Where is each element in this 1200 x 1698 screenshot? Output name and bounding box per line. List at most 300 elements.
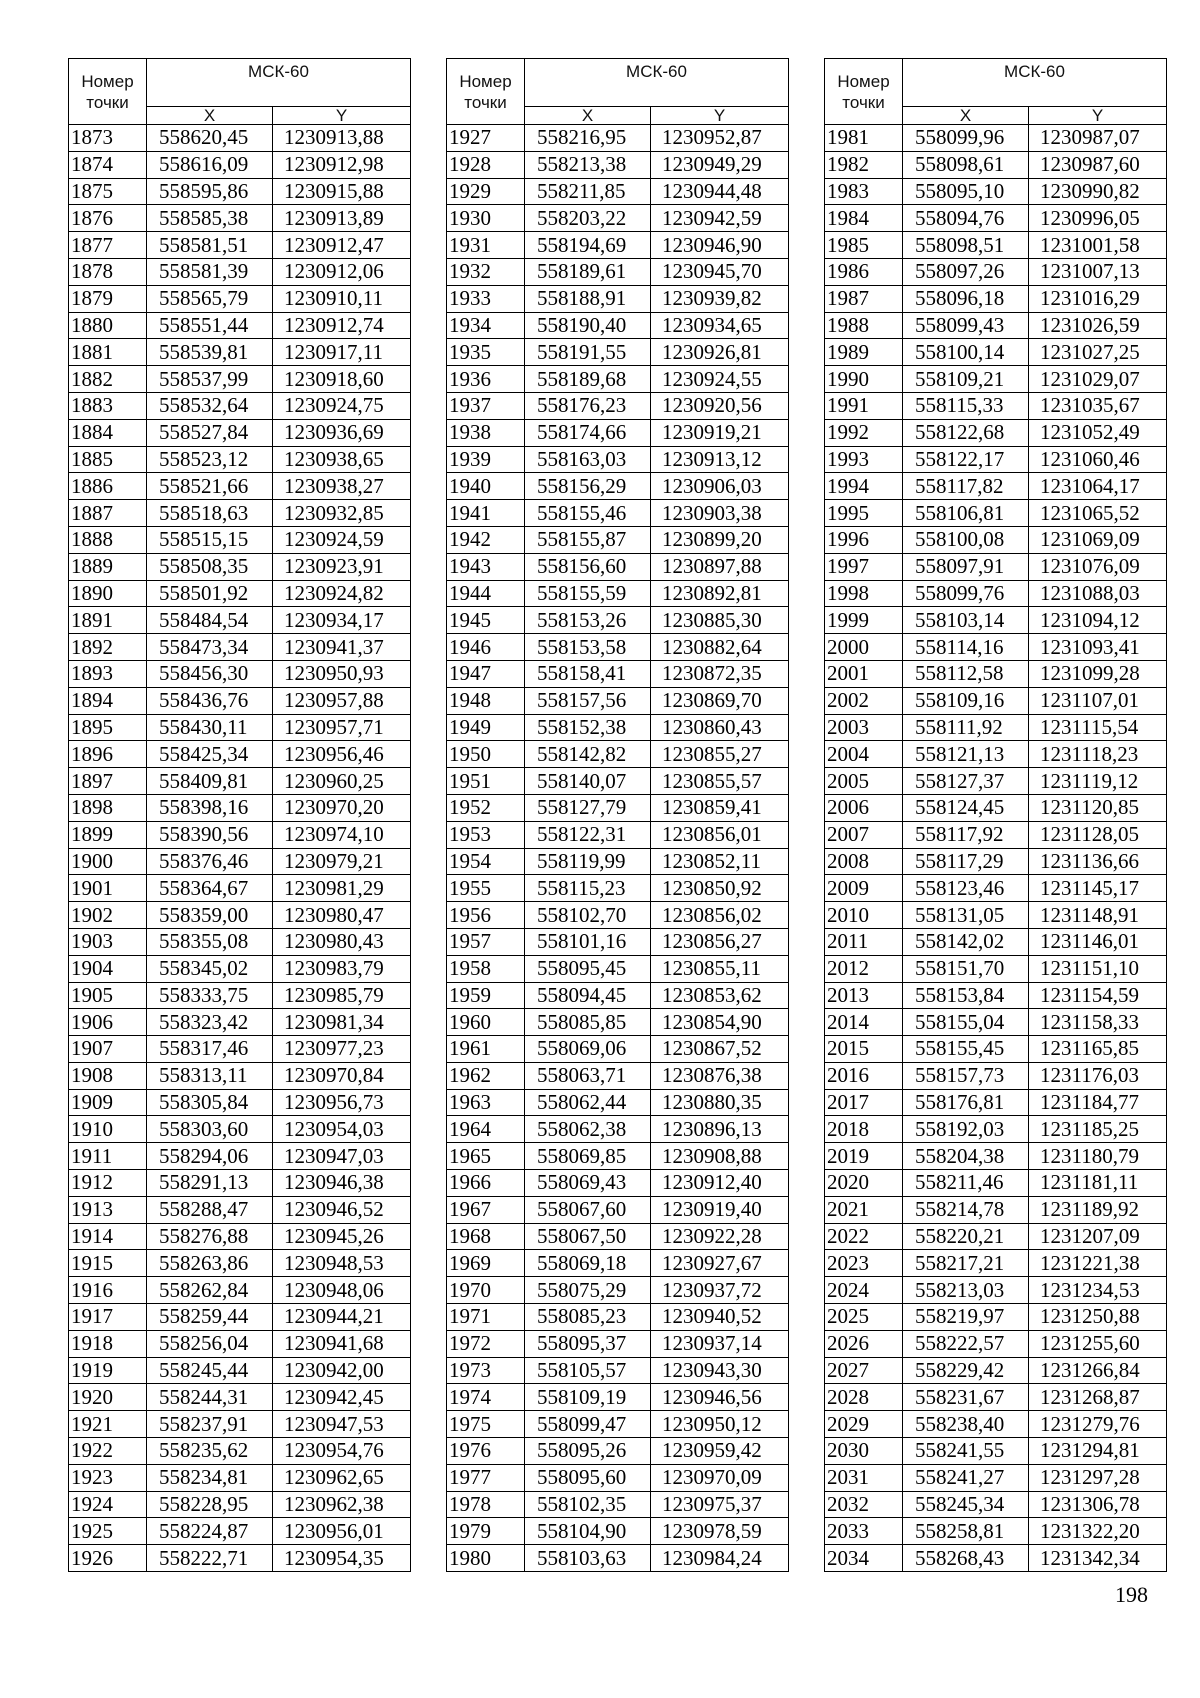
y-value-cell: 1230932,85 [273,500,411,527]
x-value-cell: 558204,38 [903,1143,1029,1170]
x-value-cell: 558228,95 [147,1491,273,1518]
table-row [825,553,1167,580]
x-value-cell: 558062,44 [525,1089,651,1116]
x-value-cell: 558189,61 [525,258,651,285]
y-value-cell: 1230939,82 [651,285,789,312]
y-value-cell: 1230912,98 [273,151,411,178]
y-value-cell: 1230970,09 [651,1464,789,1491]
point-number-cell: 1991 [825,392,903,419]
table-row [825,1250,1167,1277]
table-row [447,794,789,821]
x-value-cell: 558069,85 [525,1143,651,1170]
y-value-cell: 1230937,14 [651,1330,789,1357]
point-number-cell: 1959 [447,982,525,1009]
table-row [825,1491,1167,1518]
x-value-cell: 558425,34 [147,741,273,768]
point-number-cell: 2003 [825,714,903,741]
x-value-cell: 558100,08 [903,526,1029,553]
x-value-cell: 558119,99 [525,848,651,875]
table-row [447,1438,789,1465]
point-number-cell: 1988 [825,312,903,339]
table-row [69,1384,411,1411]
point-number-cell: 1934 [447,312,525,339]
table-row [69,1411,411,1438]
y-value-cell: 1231185,25 [1029,1116,1167,1143]
y-value-cell: 1230852,11 [651,848,789,875]
x-value-cell: 558551,44 [147,312,273,339]
table-row [825,1196,1167,1223]
table-row [69,1036,411,1063]
y-value-cell: 1231115,54 [1029,714,1167,741]
point-number-cell: 1939 [447,446,525,473]
x-value-cell: 558153,84 [903,982,1029,1009]
y-value-cell: 1230855,57 [651,768,789,795]
point-number-cell: 1916 [69,1277,147,1304]
point-number-cell: 1873 [69,125,147,152]
table-row [447,1384,789,1411]
table-row [447,768,789,795]
y-value-cell: 1230927,67 [651,1250,789,1277]
point-number-cell: 1958 [447,955,525,982]
y-value-cell: 1230913,88 [273,125,411,152]
coordinate-system-header: МСК-60 [903,59,1167,107]
point-number-cell: 2030 [825,1438,903,1465]
y-value-cell: 1231128,05 [1029,821,1167,848]
x-value-cell: 558155,45 [903,1036,1029,1063]
y-value-cell: 1230856,02 [651,902,789,929]
y-value-cell: 1231306,78 [1029,1491,1167,1518]
y-value-cell: 1231266,84 [1029,1357,1167,1384]
y-value-cell: 1230934,17 [273,607,411,634]
x-value-cell: 558094,45 [525,982,651,1009]
point-number-cell: 1955 [447,875,525,902]
point-number-header: Номер точки [69,59,147,125]
point-number-cell: 1997 [825,553,903,580]
table-row [69,366,411,393]
x-value-cell: 558109,21 [903,366,1029,393]
y-value-cell: 1230942,45 [273,1384,411,1411]
y-value-cell: 1230912,40 [651,1170,789,1197]
table-row [447,714,789,741]
point-number-cell: 1971 [447,1304,525,1331]
table-row [69,1357,411,1384]
table-row [447,1357,789,1384]
x-value-cell: 558595,86 [147,178,273,205]
y-value-cell: 1230943,30 [651,1357,789,1384]
point-number-cell: 1989 [825,339,903,366]
x-value-cell: 558456,30 [147,660,273,687]
point-number-cell: 1882 [69,366,147,393]
y-value-cell: 1231297,28 [1029,1464,1167,1491]
x-value-cell: 558241,27 [903,1464,1029,1491]
x-value-cell: 558095,10 [903,178,1029,205]
x-value-cell: 558508,35 [147,553,273,580]
y-value-cell: 1230952,87 [651,125,789,152]
table-row [825,821,1167,848]
x-value-cell: 558123,46 [903,875,1029,902]
y-value-cell: 1230906,03 [651,473,789,500]
point-number-cell: 2022 [825,1223,903,1250]
table-row [447,553,789,580]
table-row [69,1518,411,1545]
table-row [447,1250,789,1277]
table-row [825,1089,1167,1116]
table-row [69,982,411,1009]
point-number-cell: 1890 [69,580,147,607]
x-value-cell: 558473,34 [147,634,273,661]
point-number-cell: 1966 [447,1170,525,1197]
point-number-cell: 2011 [825,928,903,955]
y-value-cell: 1230987,07 [1029,125,1167,152]
y-column-header: Y [651,107,789,125]
x-value-cell: 558117,82 [903,473,1029,500]
y-value-cell: 1231136,66 [1029,848,1167,875]
y-value-cell: 1230915,88 [273,178,411,205]
x-value-cell: 558095,26 [525,1438,651,1465]
table-row [69,902,411,929]
point-number-cell: 1970 [447,1277,525,1304]
y-value-cell: 1230948,53 [273,1250,411,1277]
point-number-cell: 1967 [447,1196,525,1223]
table-row [447,821,789,848]
x-value-cell: 558097,91 [903,553,1029,580]
point-number-cell: 1950 [447,741,525,768]
point-number-cell: 1874 [69,151,147,178]
point-number-cell: 1964 [447,1116,525,1143]
table-row [825,392,1167,419]
point-number-cell: 1937 [447,392,525,419]
x-value-cell: 558245,44 [147,1357,273,1384]
x-value-cell: 558515,15 [147,526,273,553]
point-number-cell: 1933 [447,285,525,312]
y-value-cell: 1231007,13 [1029,258,1167,285]
y-value-cell: 1230996,05 [1029,205,1167,232]
point-number-cell: 1981 [825,125,903,152]
y-value-cell: 1231065,52 [1029,500,1167,527]
y-value-cell: 1230962,65 [273,1464,411,1491]
x-value-cell: 558163,03 [525,446,651,473]
x-value-cell: 558075,29 [525,1277,651,1304]
y-value-cell: 1230946,38 [273,1170,411,1197]
table-row [447,1491,789,1518]
y-value-cell: 1230924,55 [651,366,789,393]
y-value-cell: 1230970,20 [273,794,411,821]
table-row [825,1116,1167,1143]
x-value-cell: 558101,16 [525,928,651,955]
point-number-cell: 2021 [825,1196,903,1223]
x-value-cell: 558140,07 [525,768,651,795]
x-value-cell: 558258,81 [903,1518,1029,1545]
point-number-cell: 1949 [447,714,525,741]
point-number-cell: 1906 [69,1009,147,1036]
point-number-cell: 2008 [825,848,903,875]
coordinates-table-2 [446,58,789,1572]
x-value-cell: 558095,60 [525,1464,651,1491]
point-number-cell: 1942 [447,526,525,553]
y-value-cell: 1231145,17 [1029,875,1167,902]
x-value-cell: 558359,00 [147,902,273,929]
y-value-cell: 1230938,65 [273,446,411,473]
y-value-cell: 1231255,60 [1029,1330,1167,1357]
point-number-cell: 1895 [69,714,147,741]
table-row [447,1223,789,1250]
y-value-cell: 1230892,81 [651,580,789,607]
point-number-cell: 1974 [447,1384,525,1411]
y-value-cell: 1231234,53 [1029,1277,1167,1304]
y-value-cell: 1230946,56 [651,1384,789,1411]
point-number-cell: 1913 [69,1196,147,1223]
point-number-cell: 1978 [447,1491,525,1518]
point-number-cell: 1910 [69,1116,147,1143]
x-value-cell: 558263,86 [147,1250,273,1277]
y-column-header: Y [1029,107,1167,125]
point-number-cell: 1992 [825,419,903,446]
y-value-cell: 1230950,12 [651,1411,789,1438]
table-row [69,553,411,580]
table-row [825,125,1167,152]
x-value-cell: 558376,46 [147,848,273,875]
x-value-cell: 558067,50 [525,1223,651,1250]
x-value-cell: 558256,04 [147,1330,273,1357]
point-number-cell: 1899 [69,821,147,848]
point-number-cell: 1883 [69,392,147,419]
point-number-cell: 1908 [69,1062,147,1089]
y-value-cell: 1231279,76 [1029,1411,1167,1438]
x-value-cell: 558213,38 [525,151,651,178]
point-number-cell: 2019 [825,1143,903,1170]
x-value-cell: 558069,18 [525,1250,651,1277]
y-value-cell: 1231176,03 [1029,1062,1167,1089]
table-row [825,232,1167,259]
y-value-cell: 1230945,70 [651,258,789,285]
x-value-cell: 558430,11 [147,714,273,741]
y-value-cell: 1230974,10 [273,821,411,848]
point-number-cell: 2002 [825,687,903,714]
point-number-cell: 2018 [825,1116,903,1143]
y-value-cell: 1231207,09 [1029,1223,1167,1250]
table-row [447,285,789,312]
y-value-cell: 1231158,33 [1029,1009,1167,1036]
table-row [825,741,1167,768]
y-value-cell: 1230913,12 [651,446,789,473]
table-row [69,151,411,178]
table-row [447,339,789,366]
point-number-cell: 2016 [825,1062,903,1089]
x-value-cell: 558390,56 [147,821,273,848]
table-row [69,1438,411,1465]
y-value-cell: 1230984,24 [651,1545,789,1572]
table-row [825,205,1167,232]
table-row [69,1250,411,1277]
x-value-cell: 558085,85 [525,1009,651,1036]
x-value-cell: 558537,99 [147,366,273,393]
x-value-cell: 558224,87 [147,1518,273,1545]
y-value-cell: 1230983,79 [273,955,411,982]
x-value-cell: 558100,14 [903,339,1029,366]
y-value-cell: 1231118,23 [1029,741,1167,768]
table-row [825,1304,1167,1331]
point-number-cell: 1887 [69,500,147,527]
y-value-cell: 1230920,56 [651,392,789,419]
y-value-cell: 1230934,65 [651,312,789,339]
y-value-cell: 1230947,03 [273,1143,411,1170]
y-value-cell: 1231180,79 [1029,1143,1167,1170]
table-row [69,500,411,527]
point-number-cell: 1948 [447,687,525,714]
point-number-cell: 1888 [69,526,147,553]
table-row [69,1304,411,1331]
x-value-cell: 558436,76 [147,687,273,714]
y-value-cell: 1230987,60 [1029,151,1167,178]
point-number-cell: 1921 [69,1411,147,1438]
point-number-cell: 1877 [69,232,147,259]
table-row [447,312,789,339]
y-value-cell: 1230885,30 [651,607,789,634]
x-value-cell: 558305,84 [147,1089,273,1116]
table-row [447,1036,789,1063]
table-row [447,660,789,687]
x-value-cell: 558194,69 [525,232,651,259]
x-value-cell: 558616,09 [147,151,273,178]
point-number-cell: 2032 [825,1491,903,1518]
y-value-cell: 1230990,82 [1029,178,1167,205]
y-value-cell: 1231016,29 [1029,285,1167,312]
x-value-cell: 558238,40 [903,1411,1029,1438]
table-row [69,928,411,955]
y-value-cell: 1230962,38 [273,1491,411,1518]
table-row [447,1062,789,1089]
point-number-cell: 1930 [447,205,525,232]
y-value-cell: 1230918,60 [273,366,411,393]
table-row [447,741,789,768]
point-number-cell: 1894 [69,687,147,714]
y-value-cell: 1231146,01 [1029,928,1167,955]
x-value-cell: 558095,37 [525,1330,651,1357]
y-value-cell: 1231342,34 [1029,1545,1167,1572]
y-value-cell: 1231052,49 [1029,419,1167,446]
x-value-cell: 558303,60 [147,1116,273,1143]
table-row [825,419,1167,446]
y-value-cell: 1231060,46 [1029,446,1167,473]
table-row [447,151,789,178]
x-value-cell: 558114,16 [903,634,1029,661]
coordinate-system-header: МСК-60 [525,59,789,107]
x-value-cell: 558155,46 [525,500,651,527]
x-value-cell: 558097,26 [903,258,1029,285]
y-value-cell: 1230903,38 [651,500,789,527]
table-row [825,285,1167,312]
y-value-cell: 1230896,13 [651,1116,789,1143]
point-number-cell: 1927 [447,125,525,152]
x-value-cell: 558124,45 [903,794,1029,821]
point-number-cell: 1881 [69,339,147,366]
point-number-cell: 2012 [825,955,903,982]
point-number-cell: 1965 [447,1143,525,1170]
point-number-cell: 1876 [69,205,147,232]
y-value-cell: 1231093,41 [1029,634,1167,661]
x-value-cell: 558096,18 [903,285,1029,312]
point-number-cell: 1973 [447,1357,525,1384]
table-row [825,902,1167,929]
table-row [69,339,411,366]
y-value-cell: 1230882,64 [651,634,789,661]
x-value-cell: 558122,17 [903,446,1029,473]
point-number-cell: 1893 [69,660,147,687]
x-value-cell: 558095,45 [525,955,651,982]
y-value-cell: 1231184,77 [1029,1089,1167,1116]
table-row [825,634,1167,661]
table-row [69,821,411,848]
point-number-cell: 2033 [825,1518,903,1545]
x-value-cell: 558237,91 [147,1411,273,1438]
y-value-cell: 1230970,84 [273,1062,411,1089]
point-number-cell: 1878 [69,258,147,285]
table-row [69,178,411,205]
x-value-cell: 558192,03 [903,1116,1029,1143]
point-number-cell: 1977 [447,1464,525,1491]
x-value-cell: 558216,95 [525,125,651,152]
point-number-cell: 2013 [825,982,903,1009]
table-row [825,955,1167,982]
table-row [69,473,411,500]
y-value-cell: 1231154,59 [1029,982,1167,1009]
table-row [825,1464,1167,1491]
y-value-cell: 1230899,20 [651,526,789,553]
y-value-cell: 1231088,03 [1029,580,1167,607]
point-number-cell: 1900 [69,848,147,875]
table-row [825,607,1167,634]
x-value-cell: 558102,35 [525,1491,651,1518]
table-row [447,1330,789,1357]
point-number-cell: 1929 [447,178,525,205]
table-row [825,1062,1167,1089]
table-row [69,125,411,152]
x-value-cell: 558217,21 [903,1250,1029,1277]
point-number-cell: 2027 [825,1357,903,1384]
x-value-cell: 558062,38 [525,1116,651,1143]
table-row [825,1223,1167,1250]
table-row [69,1330,411,1357]
table-row [825,875,1167,902]
y-value-cell: 1230853,62 [651,982,789,1009]
point-number-cell: 2024 [825,1277,903,1304]
x-value-cell: 558157,73 [903,1062,1029,1089]
x-value-cell: 558117,29 [903,848,1029,875]
y-value-cell: 1230977,23 [273,1036,411,1063]
y-value-cell: 1230985,79 [273,982,411,1009]
point-number-cell: 1941 [447,500,525,527]
point-number-cell: 2009 [825,875,903,902]
table-row [69,1170,411,1197]
table-row [69,794,411,821]
table-row [825,1009,1167,1036]
x-value-cell: 558288,47 [147,1196,273,1223]
x-value-cell: 558214,78 [903,1196,1029,1223]
point-number-cell: 1897 [69,768,147,795]
point-number-cell: 1922 [69,1438,147,1465]
point-number-cell: 1986 [825,258,903,285]
y-value-cell: 1230937,72 [651,1277,789,1304]
x-value-cell: 558142,02 [903,928,1029,955]
point-number-cell: 1953 [447,821,525,848]
point-number-cell: 1928 [447,151,525,178]
x-value-cell: 558155,59 [525,580,651,607]
y-value-cell: 1230949,29 [651,151,789,178]
table-row [447,392,789,419]
table-row [69,285,411,312]
y-value-cell: 1230924,75 [273,392,411,419]
point-number-cell: 1936 [447,366,525,393]
